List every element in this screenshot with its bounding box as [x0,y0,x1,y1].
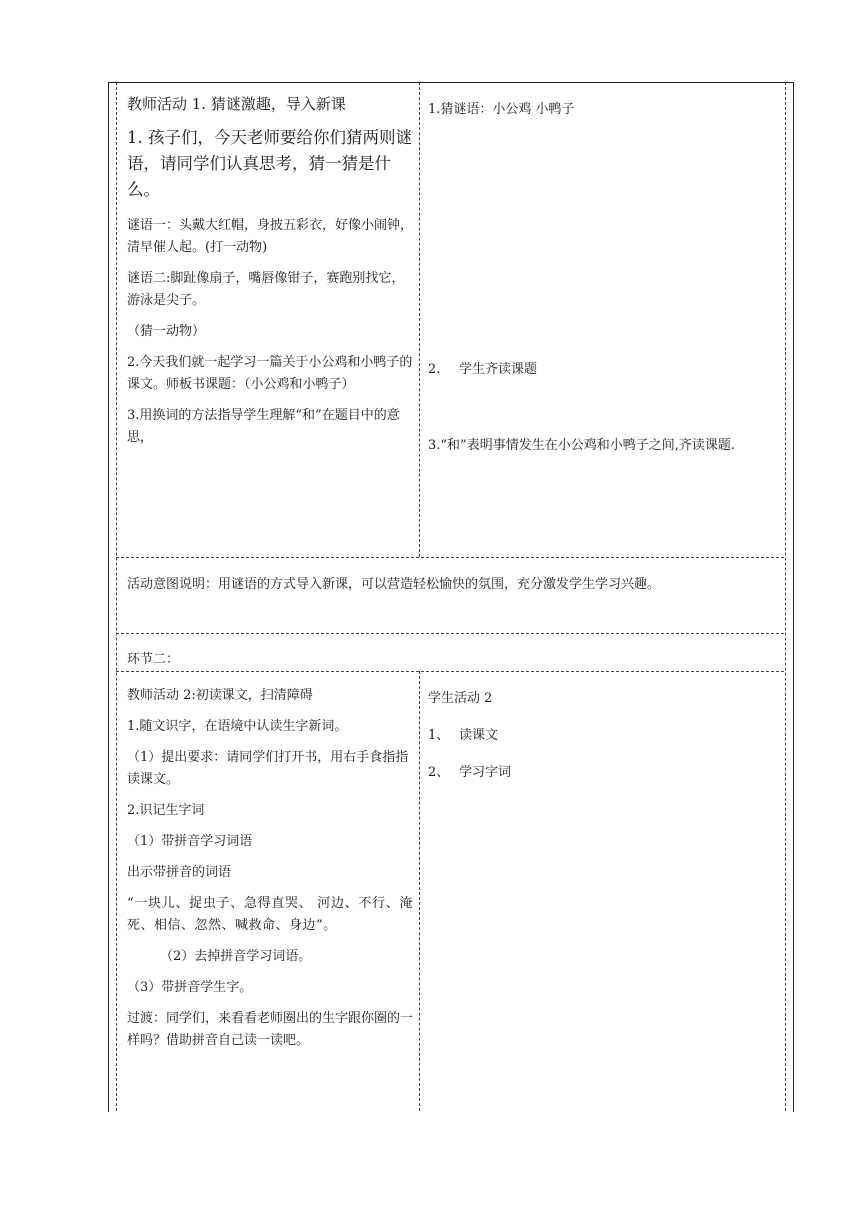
item-number: 2. [428,362,441,377]
row-divider [116,557,784,558]
row-divider [116,633,784,634]
teacher-activity-2-p2: （1）提出要求：请同学们打开书，用右手食指指读课文。 [127,750,409,787]
teacher-activity-2-p8: （3）带拼音学生字。 [127,980,253,995]
student-activity-1-item-2 [428,359,780,381]
student-activity-1-item-3: 3.“和”表明事情发生在小公鸡和小鸭子之间,齐读课题. [428,438,735,453]
row-divider [116,671,784,672]
teacher-activity-2-p5: 出示带拼音的词语 [127,865,232,880]
list-item [428,762,780,784]
teacher-activity-1-title: 教师活动 1. 猜谜激趣，导入新课 [127,95,346,113]
student-activity-2 [428,688,780,784]
item-text: 读课文 [459,728,499,743]
teacher-step-3: 3.用换词的方法指导学生理解“和”在题目中的意思， [127,408,400,445]
teacher-activity-2-p9: 过渡：同学们，来看看老师圈出的生字跟你圈的一样吗？借助拼音自己读一读吧。 [127,1011,414,1048]
teacher-activity-2-p6: “一块儿、捉虫子、急得直哭、 河边、不行、淹死、相信、忽然、喊救命、身边”。 [127,896,413,933]
teacher-activity-2 [127,685,413,1061]
riddle-2-hint: （猜一动物） [127,324,206,339]
teacher-activity-2-p1: 1.随文识字，在语境中认读生字新词。 [127,719,348,734]
student-activity-2-title: 学生活动 2 [428,691,493,706]
teacher-activity-2-p7: （2）去掉拼音学习词语。 [160,949,312,964]
teacher-activity-2-p4: （1）带拼音学习词语 [127,834,253,849]
riddle-1: 谜语一：头戴大红帽，身披五彩衣，好像小闹钟，清早催人起。(打一动物) [127,218,414,255]
activity-intent: 活动意图说明：用谜语的方式导入新课，可以营造轻松愉快的氛围，充分激发学生学习兴趣。 [127,577,661,592]
teacher-activity-1-intro: 1. 孩子们，今天老师要给你们猜两则谜语，请同学们认真思考，猜一猜是什么。 [127,128,412,199]
teacher-step-2: 2.今天我们就一起学习一篇关于小公鸡和小鸭子的课文。师板书课题：（小公鸡和小鸭子） [127,355,413,392]
item-number: 2、 [428,765,450,780]
stage-2-label: 环节二： [127,652,180,667]
student-activity-1-item-1: 1.猜谜语：小公鸡 小鸭子 [428,102,575,117]
item-text: 学习字词 [459,765,512,780]
teacher-activity-1 [127,92,413,458]
list-item [428,725,780,747]
riddle-2: 谜语二:脚趾像扇子，嘴唇像钳子，赛跑别找它，游泳是尖子。 [127,271,405,308]
item-number: 1、 [428,728,450,743]
column-divider [419,82,420,557]
teacher-activity-2-title: 教师活动 2:初读课文，扫清障碍 [127,688,313,703]
item-text: 学生齐读课题 [459,362,538,377]
column-divider [419,671,420,1111]
teacher-activity-2-p3: 2.识记生字词 [127,803,205,818]
